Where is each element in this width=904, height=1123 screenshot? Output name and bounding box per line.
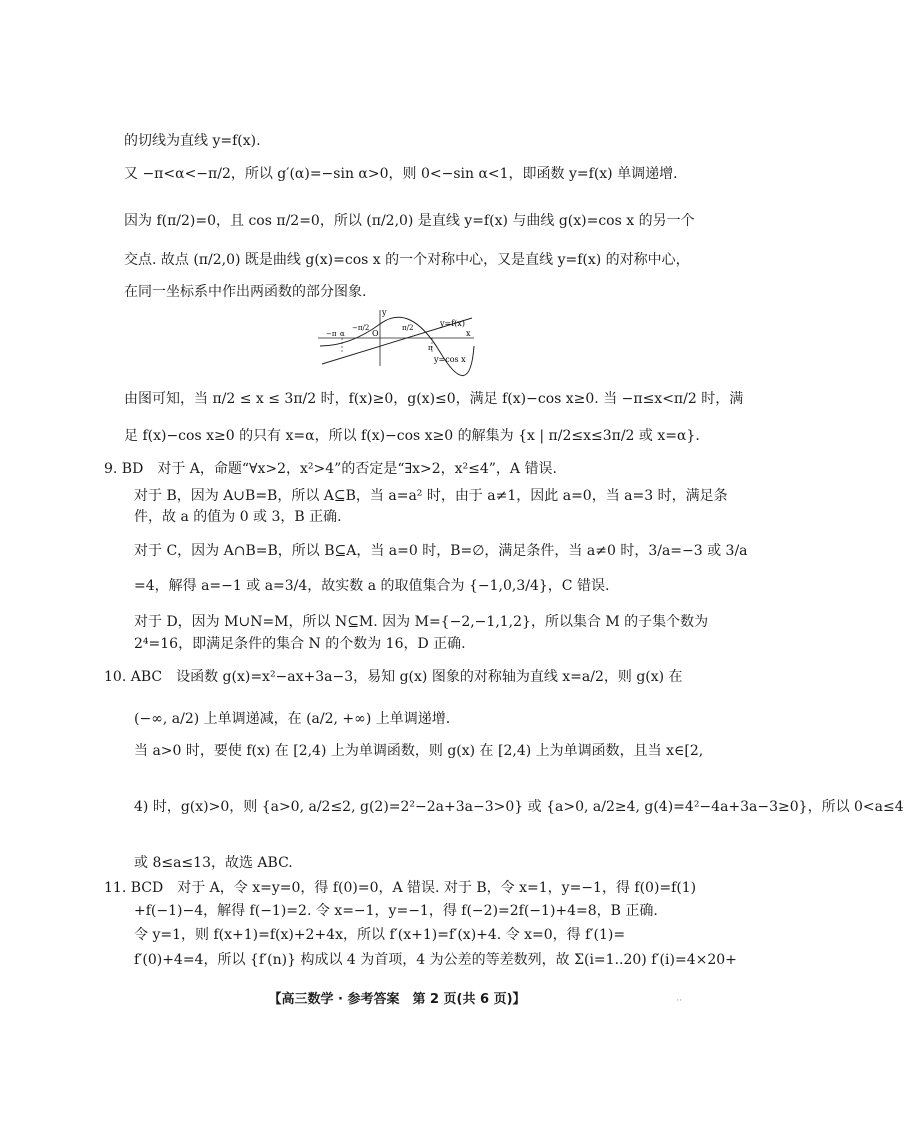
text-line-17: 当 a>0 时，要使 f(x) 在 [2,4) 上为单调函数，则 g(x) 在 [2,4) 上为单调函数，且当 x∈[2, — [134, 743, 704, 759]
figure-label-alpha: α — [340, 330, 345, 338]
question-10-heading: 10. ABC 设函数 g(x)=x²−ax+3a−3，易知 g(x) 图象的对称轴为直线 x=a/2，则 g(x) 在 — [104, 669, 683, 685]
text-line-19: 或 8≤a≤13，故选 ABC. — [134, 855, 293, 871]
text-line-10: 件，故 a 的值为 0 或 3，B 正确. — [134, 509, 342, 525]
text-line-3: 因为 f(π/2)=0，且 cos π/2=0，所以 (π/2,0) 是直线 y=f(x) 与曲线 g(x)=cos x 的另一个 — [124, 213, 695, 229]
text-line-16: (−∞, a/2) 上单调递减，在 (a/2, +∞) 上单调递增. — [134, 711, 451, 727]
text-line-5: 在同一坐标系中作出两函数的部分图象. — [124, 284, 367, 300]
text-line-21: +f(−1)−4，解得 f(−1)=2. 令 x=−1，y=−1，得 f(−2)=2f(−1)+4=8，B 正确. — [134, 903, 658, 919]
text-line-1: 的切线为直线 y=f(x). — [124, 133, 261, 149]
text-line-13: 对于 D，因为 M∪N=M，所以 N⊆M. 因为 M={−2,−1,1,2}，所以集合 M 的子集个数为 — [134, 614, 709, 630]
page-footer: 【高三数学 · 参考答案 第 2 页(共 6 页)】 — [268, 992, 526, 1007]
figure-label-y: y — [382, 308, 387, 317]
text-line-23: f′(0)+4=4，所以 {f′(n)} 构成以 4 为首项，4 为公差的等差数列，故 Σ(i=1..20) f′(i)=4×20+ — [134, 952, 737, 968]
text-line-6: 由图可知，当 π/2 ≤ x ≤ 3π/2 时，f(x)≥0，g(x)≤0，满足 f(x)−cos x≥0. 当 −π≤x<π/2 时，满 — [124, 391, 744, 407]
question-11-heading: 11. BCD 对于 A，令 x=y=0，得 f(0)=0，A 错误. 对于 B，令 x=1，y=−1，得 f(0)=f(1) — [104, 880, 697, 896]
text-line-11: 对于 C，因为 A∩B=B，所以 B⊆A，当 a=0 时，B=∅，满足条件，当 a≠0 时，3/a=−3 或 3/a — [134, 543, 748, 559]
figure-label-origin: O — [372, 329, 379, 338]
figure-label-fx: y=f(x) — [440, 319, 465, 328]
text-line-14: 2⁴=16，即满足条件的集合 N 的个数为 16，D 正确. — [134, 636, 466, 652]
figure-label-neg-half-pi: −π/2 — [352, 324, 370, 332]
figure-label-cosx: y=cos x — [434, 355, 466, 364]
figure-label-half-pi: π/2 — [402, 324, 414, 332]
corner-mark: ·· — [676, 996, 682, 1006]
text-line-12: =4，解得 a=−1 或 a=3/4，故实数 a 的取值集合为 {−1,0,3/4}，C 错误. — [134, 578, 610, 594]
function-graph-figure — [316, 306, 476, 368]
text-line-22: 令 y=1，则 f(x+1)=f(x)+2+4x，所以 f′(x+1)=f′(x)+4. 令 x=0，得 f′(1)= — [134, 927, 626, 943]
text-line-7: 足 f(x)−cos x≥0 的只有 x=α，所以 f(x)−cos x≥0 的解集为 {x | π/2≤x≤3π/2 或 x=α}. — [124, 428, 700, 444]
text-line-4: 交点. 故点 (π/2,0) 既是曲线 g(x)=cos x 的一个对称中心，又是直线 y=f(x) 的对称中心， — [124, 252, 690, 268]
text-line-18: 4) 时，g(x)>0，则 {a>0, a/2≤2, g(2)=2²−2a+3a−3>0} 或 {a>0, a/2≥4, g(4)=4²−4a+3a−3≥0}，所以 0<a≤4 — [134, 799, 904, 815]
text-line-2: 又 −π<α<−π/2，所以 g′(α)=−sin α>0，则 0<−sin α<1，即函数 y=f(x) 单调递增. — [124, 166, 678, 182]
figure-label-x: x — [466, 329, 471, 338]
figure-label-pi: π — [428, 344, 433, 352]
figure-label-neg-pi: −π — [326, 330, 337, 338]
question-9-heading: 9. BD 对于 A，命题“∀x>2，x²>4”的否定是“∃x>2，x²≤4”，A 错误. — [104, 461, 557, 477]
text-line-9: 对于 B，因为 A∪B=B，所以 A⊆B，当 a=a² 时，由于 a≠1，因此 a=0，当 a=3 时，满足条 — [134, 488, 728, 504]
